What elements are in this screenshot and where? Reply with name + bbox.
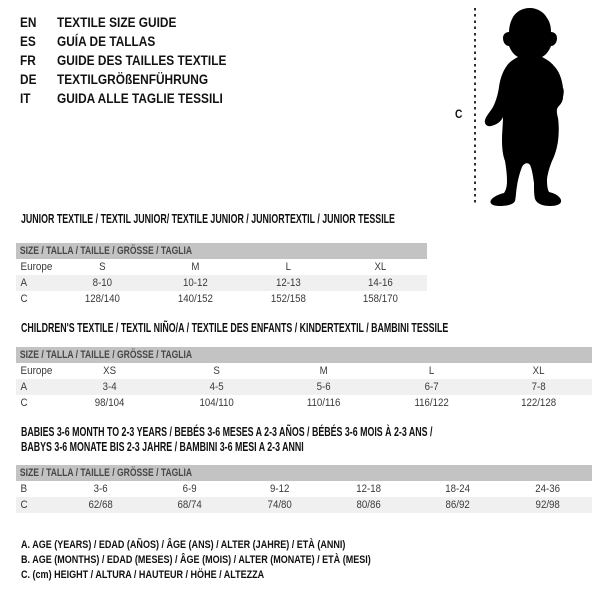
table-cell: 122/128: [520, 397, 556, 409]
table-cell: 152/158: [270, 293, 306, 305]
table-cell: 18-24: [445, 483, 471, 495]
table-cell: 116/122: [414, 397, 449, 409]
size-table-header-label: SIZE / TALLA / TAILLE / GRÖSSE / TAGLIA: [19, 245, 193, 257]
language-code: FR: [20, 53, 36, 68]
language-title: TEXTILE SIZE GUIDE: [56, 15, 177, 30]
language-row: [20, 89, 226, 108]
size-table-header-label: SIZE / TALLA / TAILLE / GRÖSSE / TAGLIA: [19, 349, 193, 361]
size-table-header: [16, 347, 592, 363]
table-row: [16, 275, 427, 291]
table-cell: 68/74: [177, 499, 203, 511]
language-list: [20, 13, 226, 108]
footnote-line: C. (cm) HEIGHT / ALTURA / HAUTEUR / HÖHE / ALTEZZA: [21, 569, 265, 581]
table-cell: XL: [374, 261, 387, 273]
size-table: [16, 465, 592, 513]
table-cell: 128/140: [84, 293, 120, 305]
footnote-line: B. AGE (MONTHS) / EDAD (MESES) / ÂGE (MOIS) / ALTER (MONATE) / ETÀ (MESI): [21, 554, 371, 566]
table-cell: 10-12: [182, 277, 208, 289]
language-code: EN: [20, 15, 37, 30]
table-cell: M: [191, 261, 200, 273]
table-cell: 80/86: [356, 499, 381, 511]
table-row: [16, 363, 592, 379]
baby-silhouette-icon: [475, 2, 585, 210]
table-cell: 12-18: [356, 483, 382, 495]
row-label: A: [20, 277, 28, 289]
table-row: [16, 259, 427, 275]
table-cell: 3-6: [93, 483, 108, 495]
section-title-line: CHILDREN'S TEXTILE / TEXTIL NIÑO/A / TEXTILE DES ENFANTS / KINDERTEXTIL / BAMBINI TESSILE: [21, 320, 449, 335]
language-row: [20, 70, 226, 89]
table-cell: S: [99, 261, 106, 273]
row-label: Europe: [20, 365, 53, 377]
footnotes: [21, 538, 448, 583]
table-cell: 104/110: [199, 397, 234, 409]
row-label: Europe: [20, 261, 53, 273]
table-cell: 8-10: [92, 277, 113, 289]
table-cell: 3-4: [102, 381, 117, 393]
table-cell: 98/104: [94, 397, 125, 409]
table-cell: XS: [103, 365, 117, 377]
table-cell: 158/170: [363, 293, 399, 305]
table-cell: 24-36: [534, 483, 560, 495]
table-cell: L: [428, 365, 434, 377]
table-cell: 7-8: [531, 381, 546, 393]
section-title: [21, 424, 600, 454]
row-label: C: [20, 397, 28, 409]
table-cell: 12-13: [275, 277, 301, 289]
table-row: [16, 379, 592, 395]
section-title: [21, 320, 600, 335]
table-cell: M: [319, 365, 329, 377]
table-row: [16, 481, 592, 497]
row-label: C: [20, 293, 28, 305]
table-cell: 9-12: [269, 483, 290, 495]
table-cell: 4-5: [209, 381, 224, 393]
table-cell: 86/92: [445, 499, 471, 511]
language-row: [20, 13, 226, 32]
table-cell: S: [213, 365, 221, 377]
table-cell: XL: [532, 365, 545, 377]
size-table: [16, 243, 427, 307]
language-code: IT: [20, 91, 31, 106]
language-title: TEXTILGRÖßENFÜHRUNG: [56, 72, 209, 87]
row-label: A: [20, 381, 28, 393]
table-cell: 6-9: [182, 483, 197, 495]
table-cell: 62/68: [88, 499, 113, 511]
section-title: [21, 211, 571, 226]
footnote-line: A. AGE (YEARS) / EDAD (AÑOS) / ÂGE (ANS) / ALTER (JAHRE) / ETÀ (ANNI): [21, 539, 346, 551]
size-table-header-label: SIZE / TALLA / TAILLE / GRÖSSE / TAGLIA: [19, 467, 193, 479]
language-row: [20, 51, 226, 70]
table-cell: 110/116: [307, 397, 341, 409]
section-title-line: BABYS 3-6 MONATE BIS 2-3 JAHRE / BAMBINI 3-6 MESI A 2-3 ANNI: [21, 439, 304, 454]
height-reference-label: C: [455, 107, 463, 121]
table-row: [16, 497, 592, 513]
table-cell: 5-6: [316, 381, 331, 393]
table-cell: 140/152: [177, 293, 213, 305]
table-cell: 92/98: [535, 499, 560, 511]
table-cell: 6-7: [424, 381, 439, 393]
language-title: GUIDE DES TAILLES TEXTILE: [56, 53, 227, 68]
table-row: [16, 291, 427, 307]
table-cell: 74/80: [267, 499, 292, 511]
language-code: DE: [20, 72, 37, 87]
table-cell: L: [285, 261, 291, 273]
language-title: GUÍA DE TALLAS: [56, 34, 156, 49]
table-row: [16, 395, 592, 411]
language-title: GUIDA ALLE TAGLIE TESSILI: [56, 91, 223, 106]
table-cell: 14-16: [368, 277, 393, 289]
section-title-line: BABIES 3-6 MONTH TO 2-3 YEARS / BEBÉS 3-6 MESES A 2-3 AÑOS / BÉBÉS 3-6 MOIS À 2-3 ANS /: [21, 424, 433, 439]
language-row: [20, 32, 226, 51]
language-code: ES: [20, 34, 36, 49]
size-table-header: [16, 243, 427, 259]
section-title-line: JUNIOR TEXTILE / TEXTIL JUNIOR/ TEXTILE JUNIOR / JUNIORTEXTIL / JUNIOR TESSILE: [21, 211, 395, 226]
size-table-header: [16, 465, 592, 481]
size-table: [16, 347, 592, 411]
row-label: C: [20, 499, 28, 511]
row-label: B: [20, 483, 28, 495]
